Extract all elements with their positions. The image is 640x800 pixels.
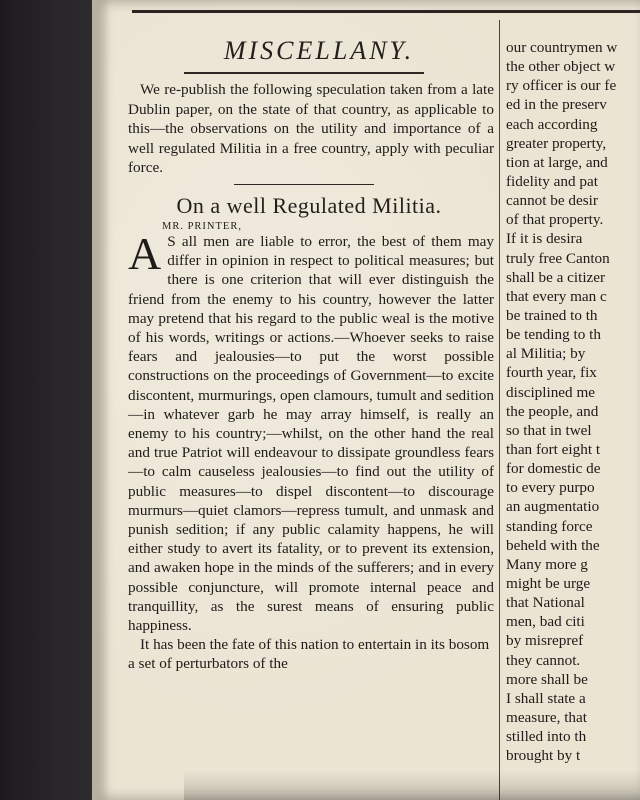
- right-column-line: If it is desira: [506, 230, 583, 248]
- right-column-line: I shall state a: [506, 689, 586, 707]
- right-column-line: ry officer is our fe: [506, 77, 617, 95]
- right-column-line: Many more g: [506, 555, 588, 573]
- right-column-line: standing force: [506, 517, 593, 535]
- right-column-line: ed in the preserv: [506, 96, 607, 114]
- right-column-line: truly free Canton: [506, 249, 610, 267]
- right-column-line: our countrymen w: [506, 39, 618, 56]
- drop-cap: A: [128, 227, 162, 279]
- right-column-line: an augmentatio: [506, 498, 600, 516]
- heading-rule: [184, 72, 424, 74]
- right-column-line: they cannot.: [506, 651, 581, 669]
- page-shadow: [184, 770, 640, 800]
- right-column-line: stilled into th: [506, 728, 587, 746]
- right-column-line: brought by t: [506, 747, 581, 765]
- right-column-line: to every purpo: [506, 479, 595, 497]
- right-column-line: be trained to th: [506, 306, 598, 324]
- intro-paragraph: We re-publish the following speculation taken from a late Dublin paper, on the state of that country, as applicable to this—the observations on the utility and importance of a well regulated Militia in a free country, apply with peculiar force.: [128, 81, 494, 177]
- right-column-line: so that in twel: [506, 421, 592, 439]
- right-column-line: fidelity and pat: [506, 172, 598, 190]
- right-column-line: al Militia; by: [506, 345, 586, 363]
- right-column-line: disciplined me: [506, 383, 595, 401]
- salutation: MR. PRINTER,: [162, 220, 242, 232]
- right-column: [506, 38, 640, 765]
- right-column-line: greater property,: [506, 134, 607, 152]
- article-continuation: It has been the fate of this nation to entertain in its bosom a set of perturbators of the: [128, 636, 490, 673]
- article-body-text: S all men are liable to error, the best of them may differ in opinion in respect to political measures; but there is one criterion that will ever distinguish the friend from the enemy to his country, however the latter may pretend that his regard to the public weal is the motive of his words, writings or actions.—Whoever seeks to raise fears and jealousies—to put the worst possible constructions on the proceedings of Government—to excite discontent, murmurings, open clamours, tumult and sedition—in whatever garb he may array himself, is really an enemy to his country;—whilst, on the other hand the real and true Patriot will endeavour to dissipate groundless fears—to calm causeless jealousies—to find out the utility of public measures—to dispel discontent—to discourage murmurs—quiet clamors—repress tumult, and unmask and punish sedition; if any public calamity happens, he will either study to avert its fatality, or to prevent its extension, and awaken hope in the minds of the sufferers; and in every possible conjuncture, will promote internal peace and tranquillity, as the surest means of ensuring public happiness.: [128, 232, 494, 635]
- right-column-line: tion at large, and: [506, 153, 608, 171]
- right-column-line: fourth year, fix: [506, 364, 597, 382]
- right-column-line: each according: [506, 115, 598, 133]
- right-column-line: be tending to th: [506, 326, 601, 344]
- right-column-line: that every man c: [506, 287, 607, 305]
- right-column-line: more shall be: [506, 670, 588, 688]
- newspaper-page: [92, 0, 640, 800]
- section-heading: MISCELLANY.: [223, 36, 415, 65]
- title-rule: [234, 184, 374, 185]
- right-column-line: cannot be desir: [506, 192, 598, 210]
- right-column-line: shall be a citizer: [506, 268, 606, 286]
- column-separator: [499, 20, 500, 800]
- right-column-line: than fort eight t: [506, 440, 601, 458]
- right-column-line: beheld with the: [506, 536, 600, 554]
- right-column-line: for domestic de: [506, 460, 601, 478]
- right-column-line: that National: [506, 594, 585, 612]
- article-title: On a well Regulated Militia.: [176, 192, 442, 218]
- left-column: [124, 34, 494, 674]
- right-column-line: might be urge: [506, 574, 591, 592]
- right-column-line: the people, and: [506, 402, 599, 420]
- right-column-line: of that property.: [506, 211, 604, 229]
- right-column-line: men, bad citi: [506, 613, 585, 631]
- book-binding: [0, 0, 92, 800]
- top-rule: [132, 10, 640, 13]
- article-body: [128, 227, 494, 635]
- right-column-line: the other object w: [506, 58, 616, 76]
- right-column-line: by misrepref: [506, 632, 584, 650]
- right-column-line: measure, that: [506, 708, 587, 726]
